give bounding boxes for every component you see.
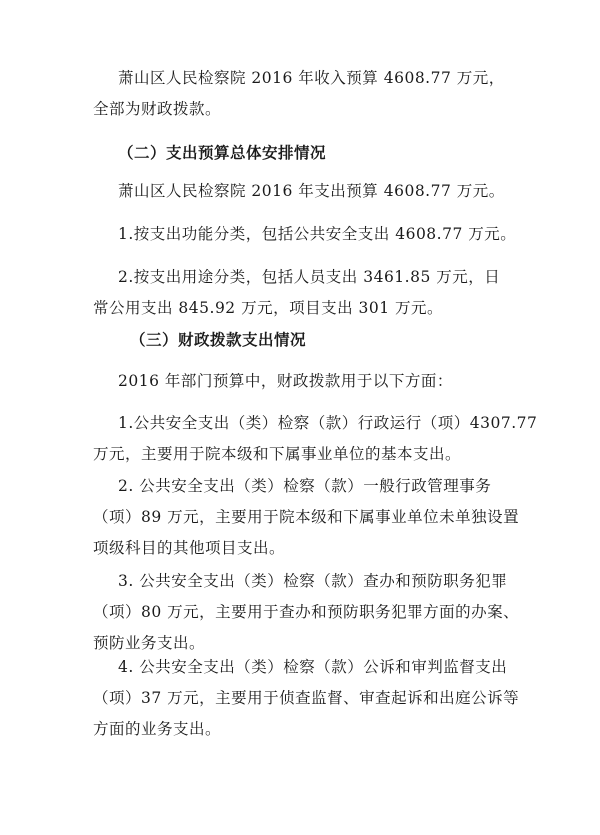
text-line: （项）89 万元，主要用于院本级和下属事业单位未单独设置 (93, 508, 520, 526)
text-line: 全部为财政拨款。 (93, 100, 222, 118)
text-line: 万元，主要用于院本级和下属事业单位的基本支出。 (93, 445, 462, 463)
paragraph-expenditure-by-use (93, 262, 538, 324)
text-line: 3. 公共安全支出（类）检察（款）查办和预防职务犯罪 (118, 572, 508, 590)
text-line: 方面的业务支出。 (93, 720, 222, 738)
paragraph-item-3 (93, 566, 538, 659)
paragraph-income-summary (93, 63, 538, 125)
text-line: 萧山区人民检察院 2016 年支出预算 4608.77 万元。 (118, 182, 505, 200)
text-line: 4. 公共安全支出（类）检察（款）公诉和审判监督支出 (118, 658, 508, 676)
paragraph-expenditure-summary (118, 176, 538, 207)
paragraph-appropriation-intro (118, 366, 538, 397)
text-line: 常公用支出 845.92 万元，项目支出 301 万元。 (93, 299, 444, 317)
text-line: 预防业务支出。 (93, 634, 206, 652)
paragraph-item-2 (93, 471, 538, 564)
text-line: 2. 公共安全支出（类）检察（款）一般行政管理事务 (118, 477, 492, 495)
heading-text: （二）支出预算总体安排情况 (118, 143, 327, 162)
text-line: （项）80 万元，主要用于查办和预防职务犯罪方面的办案、 (93, 603, 520, 621)
paragraph-item-1 (93, 408, 538, 470)
heading-text: （三）财政拨款支出情况 (130, 330, 307, 349)
text-line: 萧山区人民检察院 2016 年收入预算 4608.77 万元， (118, 69, 505, 87)
text-line: （项）37 万元，主要用于侦查监督、审查起诉和出庭公诉等 (93, 689, 520, 707)
heading-fiscal-appropriation (130, 324, 550, 355)
text-line: 2.按支出用途分类，包括人员支出 3461.85 万元，日 (118, 268, 501, 286)
text-line: 项级科目的其他项目支出。 (93, 539, 286, 557)
text-line: 2016 年部门预算中，财政拨款用于以下方面： (118, 372, 453, 390)
paragraph-item-4 (93, 652, 538, 745)
heading-expenditure-overall (118, 137, 538, 168)
text-line: 1.按支出功能分类，包括公共安全支出 4608.77 万元。 (118, 225, 517, 243)
paragraph-expenditure-by-function (118, 219, 538, 250)
text-line: 1.公共安全支出（类）检察（款）行政运行（项）4307.77 (118, 414, 538, 432)
